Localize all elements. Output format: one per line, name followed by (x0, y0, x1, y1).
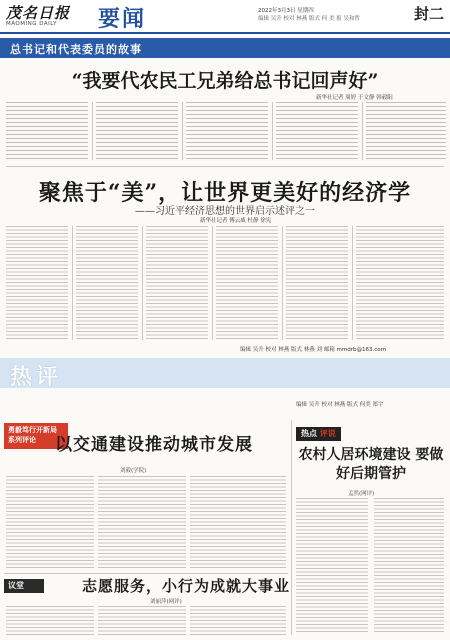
commentary-band (0, 358, 450, 388)
section-divider (6, 166, 444, 167)
discussion-tag: 议堂 (4, 579, 44, 593)
lead-body-col-1 (6, 102, 88, 160)
column-divider (142, 226, 143, 340)
column-divider (212, 226, 213, 340)
column-divider (362, 102, 363, 160)
column-divider (72, 226, 73, 340)
issue-date: 2022年3月3日 星期四 (258, 8, 314, 14)
right-body-col-1 (296, 498, 368, 634)
right-article-title: 农村人居环境建设 要做好后期管护 (298, 447, 444, 482)
left-body-col-3 (190, 476, 286, 570)
bottom-article-title: 志愿服务，小行为成就大事业 (82, 577, 291, 595)
section-divider (4, 573, 288, 574)
feature-body-col-1 (6, 226, 68, 340)
lead-body-col-4 (276, 102, 358, 160)
lead-byline: 新华社记者 周婷 于文静 韩毅阳 (316, 95, 393, 101)
newspaper-logo: 茂名日报 (6, 4, 71, 22)
column-divider (291, 420, 292, 635)
right-article-author: 孟然(网评) (348, 491, 375, 497)
page-editor-footer: 编辑 吴升 校对 林燕 版式 林燕 刘 邮箱 mmdrb@163.com (240, 347, 386, 353)
lead-body-col-3 (186, 102, 268, 160)
bottom-body-col-1 (6, 606, 94, 636)
feature-subtitle: ——习近平经济思想的世界启示述评之一 (135, 206, 315, 217)
lead-headline: “我要代农民工兄弟给总书记回声好” (71, 70, 379, 92)
column-divider (92, 102, 93, 160)
feature-body-col-6 (356, 226, 444, 340)
lead-body-col-2 (96, 102, 178, 160)
column-divider (282, 226, 283, 340)
page-label: 封二 (413, 5, 444, 23)
hot-topic-tag-prefix: 热点 (301, 429, 317, 438)
lead-body-col-5 (366, 102, 446, 160)
feature-body-col-3 (146, 226, 208, 340)
left-article-author: 刘毅(学院) (120, 468, 147, 474)
series-tag: 勇毅笃行开新局 系列评论 (4, 423, 68, 449)
masthead (0, 0, 450, 34)
right-body-col-2 (374, 498, 444, 634)
section-title: 要闻 (98, 6, 147, 32)
feature-headline: 聚焦于“美”，让世界更美好的经济学 (38, 180, 412, 206)
hot-topic-tag-suffix: 评说 (319, 429, 336, 438)
commentary-section-title: 热评 (10, 364, 63, 390)
commentary-editor-line: 编辑 吴升 校对 林燕 版式 何美 郑宇 (296, 402, 384, 408)
issue-meta: 编辑 吴升 校对 林燕 版式 何 美 报 吴和哲 (258, 16, 360, 22)
feature-body-col-2 (76, 226, 138, 340)
feature-body-col-4 (216, 226, 278, 340)
newspaper-logo-subtitle: MAOMING DAILY (6, 21, 57, 27)
bottom-body-col-2 (98, 606, 186, 636)
feature-body-col-5 (286, 226, 348, 340)
left-body-col-1 (6, 476, 94, 570)
column-divider (182, 102, 183, 160)
column-banner (0, 38, 450, 58)
left-article-title: 以交通建设推动城市发展 (55, 435, 253, 455)
column-divider (272, 102, 273, 160)
column-divider (352, 226, 353, 340)
feature-byline: 新华社记者 傅云威 杜静 徐宪 (200, 218, 272, 224)
bottom-article-author: 刘丽萍(网评) (150, 599, 182, 605)
bottom-body-col-3 (190, 606, 286, 636)
hot-topic-tag (296, 427, 341, 441)
column-banner-text: 总书记和代表委员的故事 (10, 43, 142, 56)
left-body-col-2 (98, 476, 186, 570)
